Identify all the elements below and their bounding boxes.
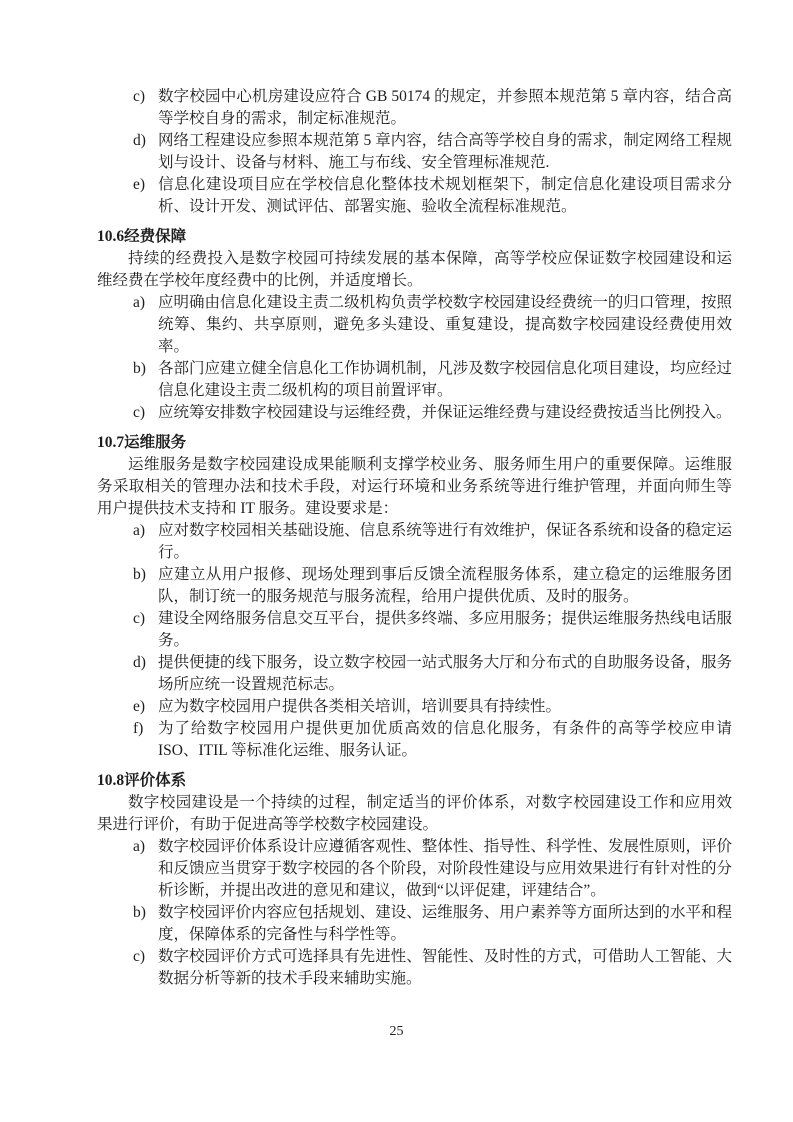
list-item	[97, 86, 732, 130]
list-item-label: c)	[133, 948, 146, 965]
list-item-label: f)	[133, 720, 144, 737]
list-item	[97, 564, 732, 608]
list-item	[97, 696, 732, 718]
list-item-text: 为了给数字校园用户提供更加优质高效的信息化服务，有条件的高等学校应申请 ISO、ITIL 等标准化运维、服务认证。	[158, 720, 732, 759]
list-item-text: 信息化建设项目应在学校信息化整体技术规划框架下，制定信息化建设项目需求分析、设计开发、测试评估、部署实施、验收全流程标准规范。	[158, 176, 732, 215]
list-item-label: b)	[133, 566, 146, 583]
section-heading: 10.7运维服务	[97, 434, 187, 451]
leading-list	[97, 86, 732, 218]
list-item-text: 网络工程建设应参照本规范第 5 章内容，结合高等学校自身的需求，制定网络工程规划与设计、设备与材料、施工与布线、安全管理标准规范.	[158, 132, 732, 171]
list-item	[97, 402, 732, 424]
list-item	[97, 608, 732, 652]
list-item	[97, 652, 732, 696]
list-item-label: a)	[133, 294, 146, 311]
list-item-text: 应为数字校园用户提供各类相关培训，培训要具有持续性。	[158, 698, 562, 715]
list-item	[97, 358, 732, 402]
page-number: 25	[389, 1024, 404, 1039]
list-item-label: b)	[133, 360, 146, 377]
list-item-text: 数字校园评价内容应包括规划、建设、运维服务、用户素养等方面所达到的水平和程度，保障体系的完备性与科学性等。	[158, 904, 732, 943]
list-item-label: a)	[133, 522, 146, 539]
section-intro: 持续的经费投入是数字校园可持续发展的基本保障，高等学校应保证数字校园建设和运维经费在学校年度经费中的比例，并适度增长。	[97, 250, 732, 289]
section-list	[97, 520, 732, 762]
list-item	[97, 130, 732, 174]
list-item-text: 提供便捷的线下服务，设立数字校园一站式服务大厅和分布式的自助服务设备，服务场所应统一设置规范标志。	[158, 654, 732, 693]
list-item-text: 应建立从用户报修、现场处理到事后反馈全流程服务体系，建立稳定的运维服务团队，制订统一的服务规范与服务流程，给用户提供优质、及时的服务。	[158, 566, 732, 605]
list-item-text: 应对数字校园相关基础设施、信息系统等进行有效维护，保证各系统和设备的稳定运行。	[158, 522, 732, 561]
list-item-label: c)	[133, 88, 146, 105]
list-item-text: 应明确由信息化建设主责二级机构负责学校数字校园建设经费统一的归口管理，按照统筹、集约、共享原则，避免多头建设、重复建设，提高数字校园建设经费使用效率。	[158, 294, 732, 355]
list-item-label: d)	[133, 654, 146, 671]
list-item-text: 应统筹安排数字校园建设与运维经费，并保证运维经费与建设经费按适当比例投入。	[158, 404, 732, 421]
list-item	[97, 520, 732, 564]
section-heading: 10.8评价体系	[97, 772, 187, 789]
section-heading: 10.6经费保障	[97, 228, 187, 245]
list-item-label: d)	[133, 132, 146, 149]
section-10-6	[97, 226, 732, 424]
list-item-label: e)	[133, 698, 146, 715]
list-item-label: b)	[133, 904, 146, 921]
list-item-text: 建设全网络服务信息交互平台，提供多终端、多应用服务；提供运维服务热线电话服务。	[158, 610, 732, 649]
list-item	[97, 292, 732, 358]
list-item-text: 数字校园中心机房建设应符合 GB 50174 的规定，并参照本规范第 5 章内容，结合高等学校自身的需求，制定标准规范。	[158, 88, 732, 127]
list-item-text: 各部门应建立健全信息化工作协调机制，凡涉及数字校园信息化项目建设，均应经过信息化建设主责二级机构的项目前置评审。	[158, 360, 732, 399]
list-item	[97, 718, 732, 762]
list-item	[97, 946, 732, 990]
list-item-label: a)	[133, 838, 146, 855]
section-intro: 数字校园建设是一个持续的过程，制定适当的评价体系，对数字校园建设工作和应用效果进行评价，有助于促进高等学校数字校园建设。	[97, 794, 732, 833]
list-item-label: c)	[133, 404, 146, 421]
section-list	[97, 836, 732, 990]
list-item	[97, 174, 732, 218]
list-item-label: e)	[133, 176, 146, 193]
list-item-text: 数字校园评价方式可选择具有先进性、智能性、及时性的方式，可借助人工智能、大数据分析等新的技术手段来辅助实施。	[158, 948, 732, 987]
list-item-label: c)	[133, 610, 146, 627]
section-list	[97, 292, 732, 424]
page-content	[97, 86, 732, 990]
list-item	[97, 836, 732, 902]
list-item	[97, 902, 732, 946]
section-10-8	[97, 770, 732, 990]
section-10-7	[97, 432, 732, 762]
list-item-text: 数字校园评价体系设计应遵循客观性、整体性、指导性、科学性、发展性原则，评价和反馈应当贯穿于数字校园的各个阶段，对阶段性建设与应用效果进行有针对性的分析诊断，并提出改进的意见和建议，做到“以评促建，评建结合”。	[158, 838, 732, 899]
section-intro: 运维服务是数字校园建设成果能顺利支撑学校业务、服务师生用户的重要保障。运维服务采取相关的管理办法和技术手段，对运行环境和业务系统等进行维护管理，并面向师生等用户提供技术支持和 IT 服务。建设要求是：	[97, 456, 732, 517]
